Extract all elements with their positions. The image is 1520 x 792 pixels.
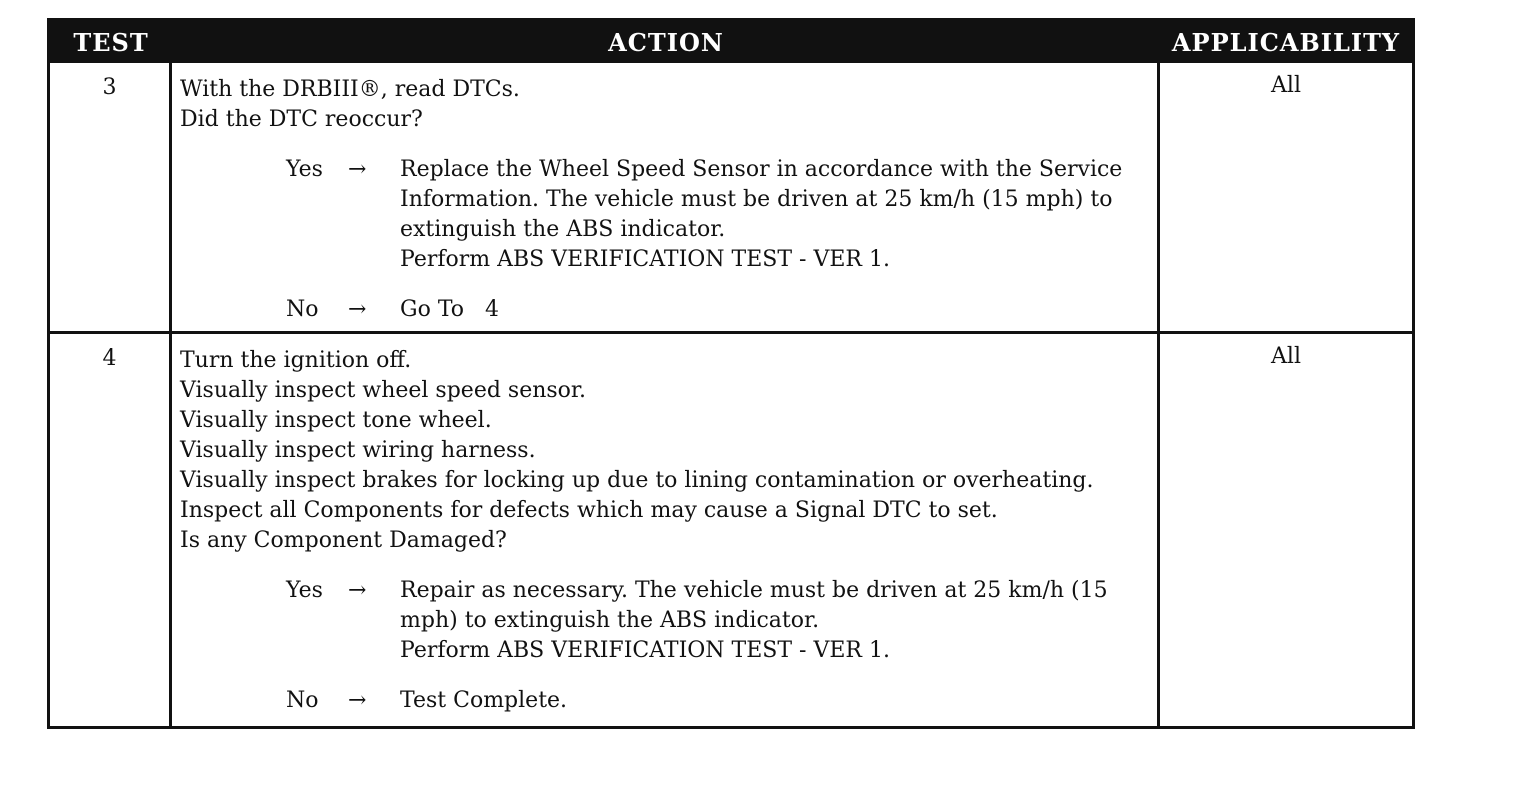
result-line: Perform ABS VERIFICATION TEST - VER 1. [400, 638, 890, 663]
result-line: mph) to extinguish the ABS indicator. [400, 608, 820, 633]
no-branch [180, 686, 1151, 716]
arrow-right-icon: → [348, 297, 367, 322]
result-line: Information. The vehicle must be driven at 25 km/h (15 mph) to [400, 187, 1113, 212]
applicability-value: All [1271, 73, 1301, 98]
result-line: Repair as necessary. The vehicle must be driven at 25 km/h (15 [400, 578, 1108, 603]
applicability-value: All [1271, 344, 1301, 369]
action-step: With the DRBIII®, read DTCs. [180, 77, 520, 102]
result-line: Test Complete. [400, 688, 568, 713]
action-question: Is any Component Damaged? [180, 528, 507, 553]
result-line: Perform ABS VERIFICATION TEST - VER 1. [400, 247, 890, 272]
action-step: Visually inspect tone wheel. [180, 408, 492, 433]
action-cell [172, 334, 1160, 726]
no-result [400, 686, 1151, 716]
arrow-right-icon: → [348, 688, 367, 713]
table-row [50, 63, 1412, 331]
no-result [400, 295, 1151, 325]
action-question: Did the DTC reoccur? [180, 107, 423, 132]
action-step: Turn the ignition off. [180, 348, 412, 373]
yes-label: Yes [286, 578, 323, 603]
action-step: Visually inspect wheel speed sensor. [180, 378, 587, 403]
arrow-right-icon: → [348, 157, 367, 182]
header-test: TEST [73, 27, 149, 57]
diagnostic-test-table [47, 18, 1415, 729]
result-line: Go To 4 [400, 297, 499, 322]
result-line: Replace the Wheel Speed Sensor in accordance with the Service [400, 157, 1123, 182]
table-row [50, 331, 1412, 726]
result-line: extinguish the ABS indicator. [400, 217, 726, 242]
header-action: ACTION [608, 27, 724, 57]
yes-label: Yes [286, 157, 323, 182]
arrow-right-icon: → [348, 578, 367, 603]
yes-result [400, 155, 1151, 275]
no-label: No [286, 297, 319, 322]
action-cell [172, 63, 1160, 331]
action-step: Inspect all Components for defects which may cause a Signal DTC to set. [180, 498, 998, 523]
yes-branch [180, 155, 1151, 275]
yes-branch [180, 576, 1151, 666]
test-number: 3 [50, 63, 172, 331]
action-step: Visually inspect brakes for locking up due to lining contamination or overheating. [180, 468, 1094, 493]
action-step: Visually inspect wiring harness. [180, 438, 536, 463]
yes-result [400, 576, 1151, 666]
no-branch [180, 295, 1151, 325]
header-applicability: APPLICABILITY [1171, 27, 1401, 57]
test-number: 4 [50, 334, 172, 726]
table-header [50, 21, 1412, 63]
no-label: No [286, 688, 319, 713]
